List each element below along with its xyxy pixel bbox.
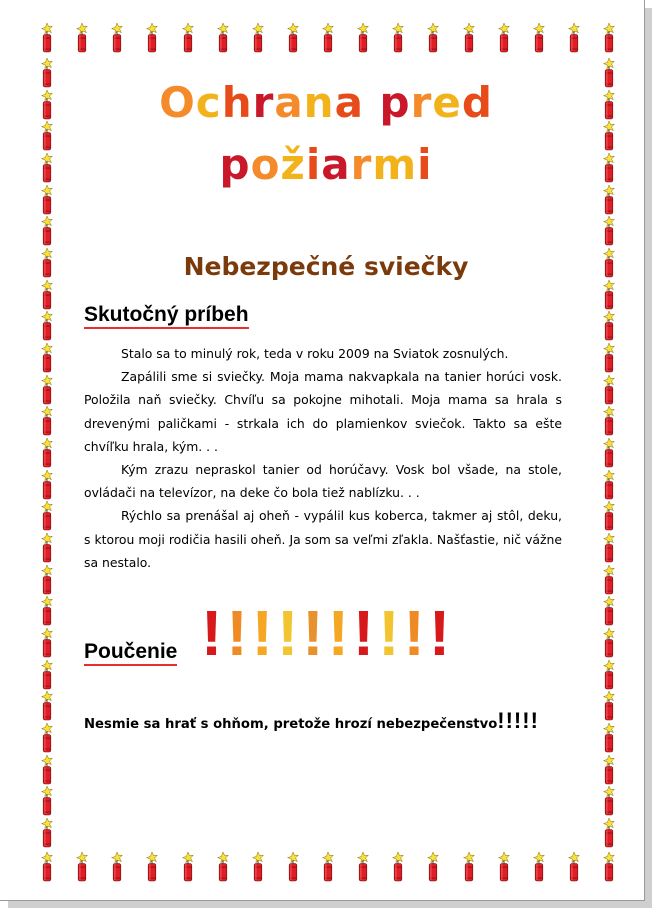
story-text [84, 342, 562, 574]
title-letter: h [221, 78, 253, 127]
title-letter: d [461, 78, 493, 127]
title-letter: i [417, 140, 433, 189]
story-paragraph: Kým zrazu nepraskol tanier od horúčavy. Vosk bol všade, na stole, ovládači na televízor, na deke čo bola tiež nablízku. . . [84, 462, 562, 501]
title-letter: a [321, 140, 351, 189]
title-letter: e [432, 78, 462, 127]
title-line-2 [0, 140, 652, 189]
story-paragraph: Stalo sa to minulý rok, teda v roku 2009 na Sviatok zosnulých. [121, 346, 509, 361]
subtitle: Nebezpečné sviečky [183, 252, 469, 281]
title-letter: O [159, 78, 196, 127]
story-heading: Skutočný príbeh [84, 303, 249, 329]
title-letter: r [410, 78, 433, 127]
lesson-heading: Poučenie [84, 640, 177, 666]
title-letter: i [305, 140, 322, 189]
story-paragraph: Zapálili sme si sviečky. Moja mama nakvapkala na tanier horúci vosk. Položila naň sviečky. Chvíľu sa pokojne mihotali. Moja mama sa hrala s drevenými paličkami - strkala ich do plamienkov sviečok. Takto sa ešte chvíľku hrala, kým. . . [84, 369, 562, 454]
title-letter [364, 78, 380, 127]
exclamation-mark: ! [276, 597, 303, 669]
title-letter: r [350, 140, 373, 189]
exclamation-marks [201, 598, 454, 668]
title-letter: a [274, 78, 304, 127]
exclamation-mark: ! [302, 597, 328, 669]
title-letter: p [219, 140, 251, 189]
story-paragraph: Rýchlo sa prenášal aj oheň - vypálil kus koberca, takmer aj stôl, deku, s ktorou moji rodičia hasili oheň. Ja som sa veľmi zľakla. Našťastie, nič vážne sa nestalo. [84, 508, 562, 570]
exclamation-mark: ! [327, 597, 353, 669]
title-letter: n [303, 78, 335, 127]
exclamation-mark: ! [428, 597, 455, 669]
exclamation-mark: ! [251, 597, 277, 669]
title-letter: r [252, 78, 275, 127]
lesson-exclamations: !!!!! [497, 708, 539, 733]
exclamation-mark: ! [403, 597, 429, 669]
title-letter: o [250, 140, 281, 189]
title-letter: ž [280, 140, 306, 189]
exclamation-mark: ! [226, 597, 252, 669]
exclamation-mark: ! [201, 597, 227, 669]
exclamation-mark: ! [352, 597, 379, 669]
title-letter: c [195, 78, 222, 127]
title-line-1 [0, 78, 652, 127]
lesson-text [84, 708, 539, 734]
lesson-sentence: Nesmie sa hrať s ohňom, pretože hrozí nebezpečenstvo [84, 717, 498, 732]
title-letter: p [379, 78, 411, 127]
title-letter: a [334, 78, 364, 127]
exclamation-mark: ! [378, 597, 404, 669]
title-letter: m [372, 140, 418, 189]
